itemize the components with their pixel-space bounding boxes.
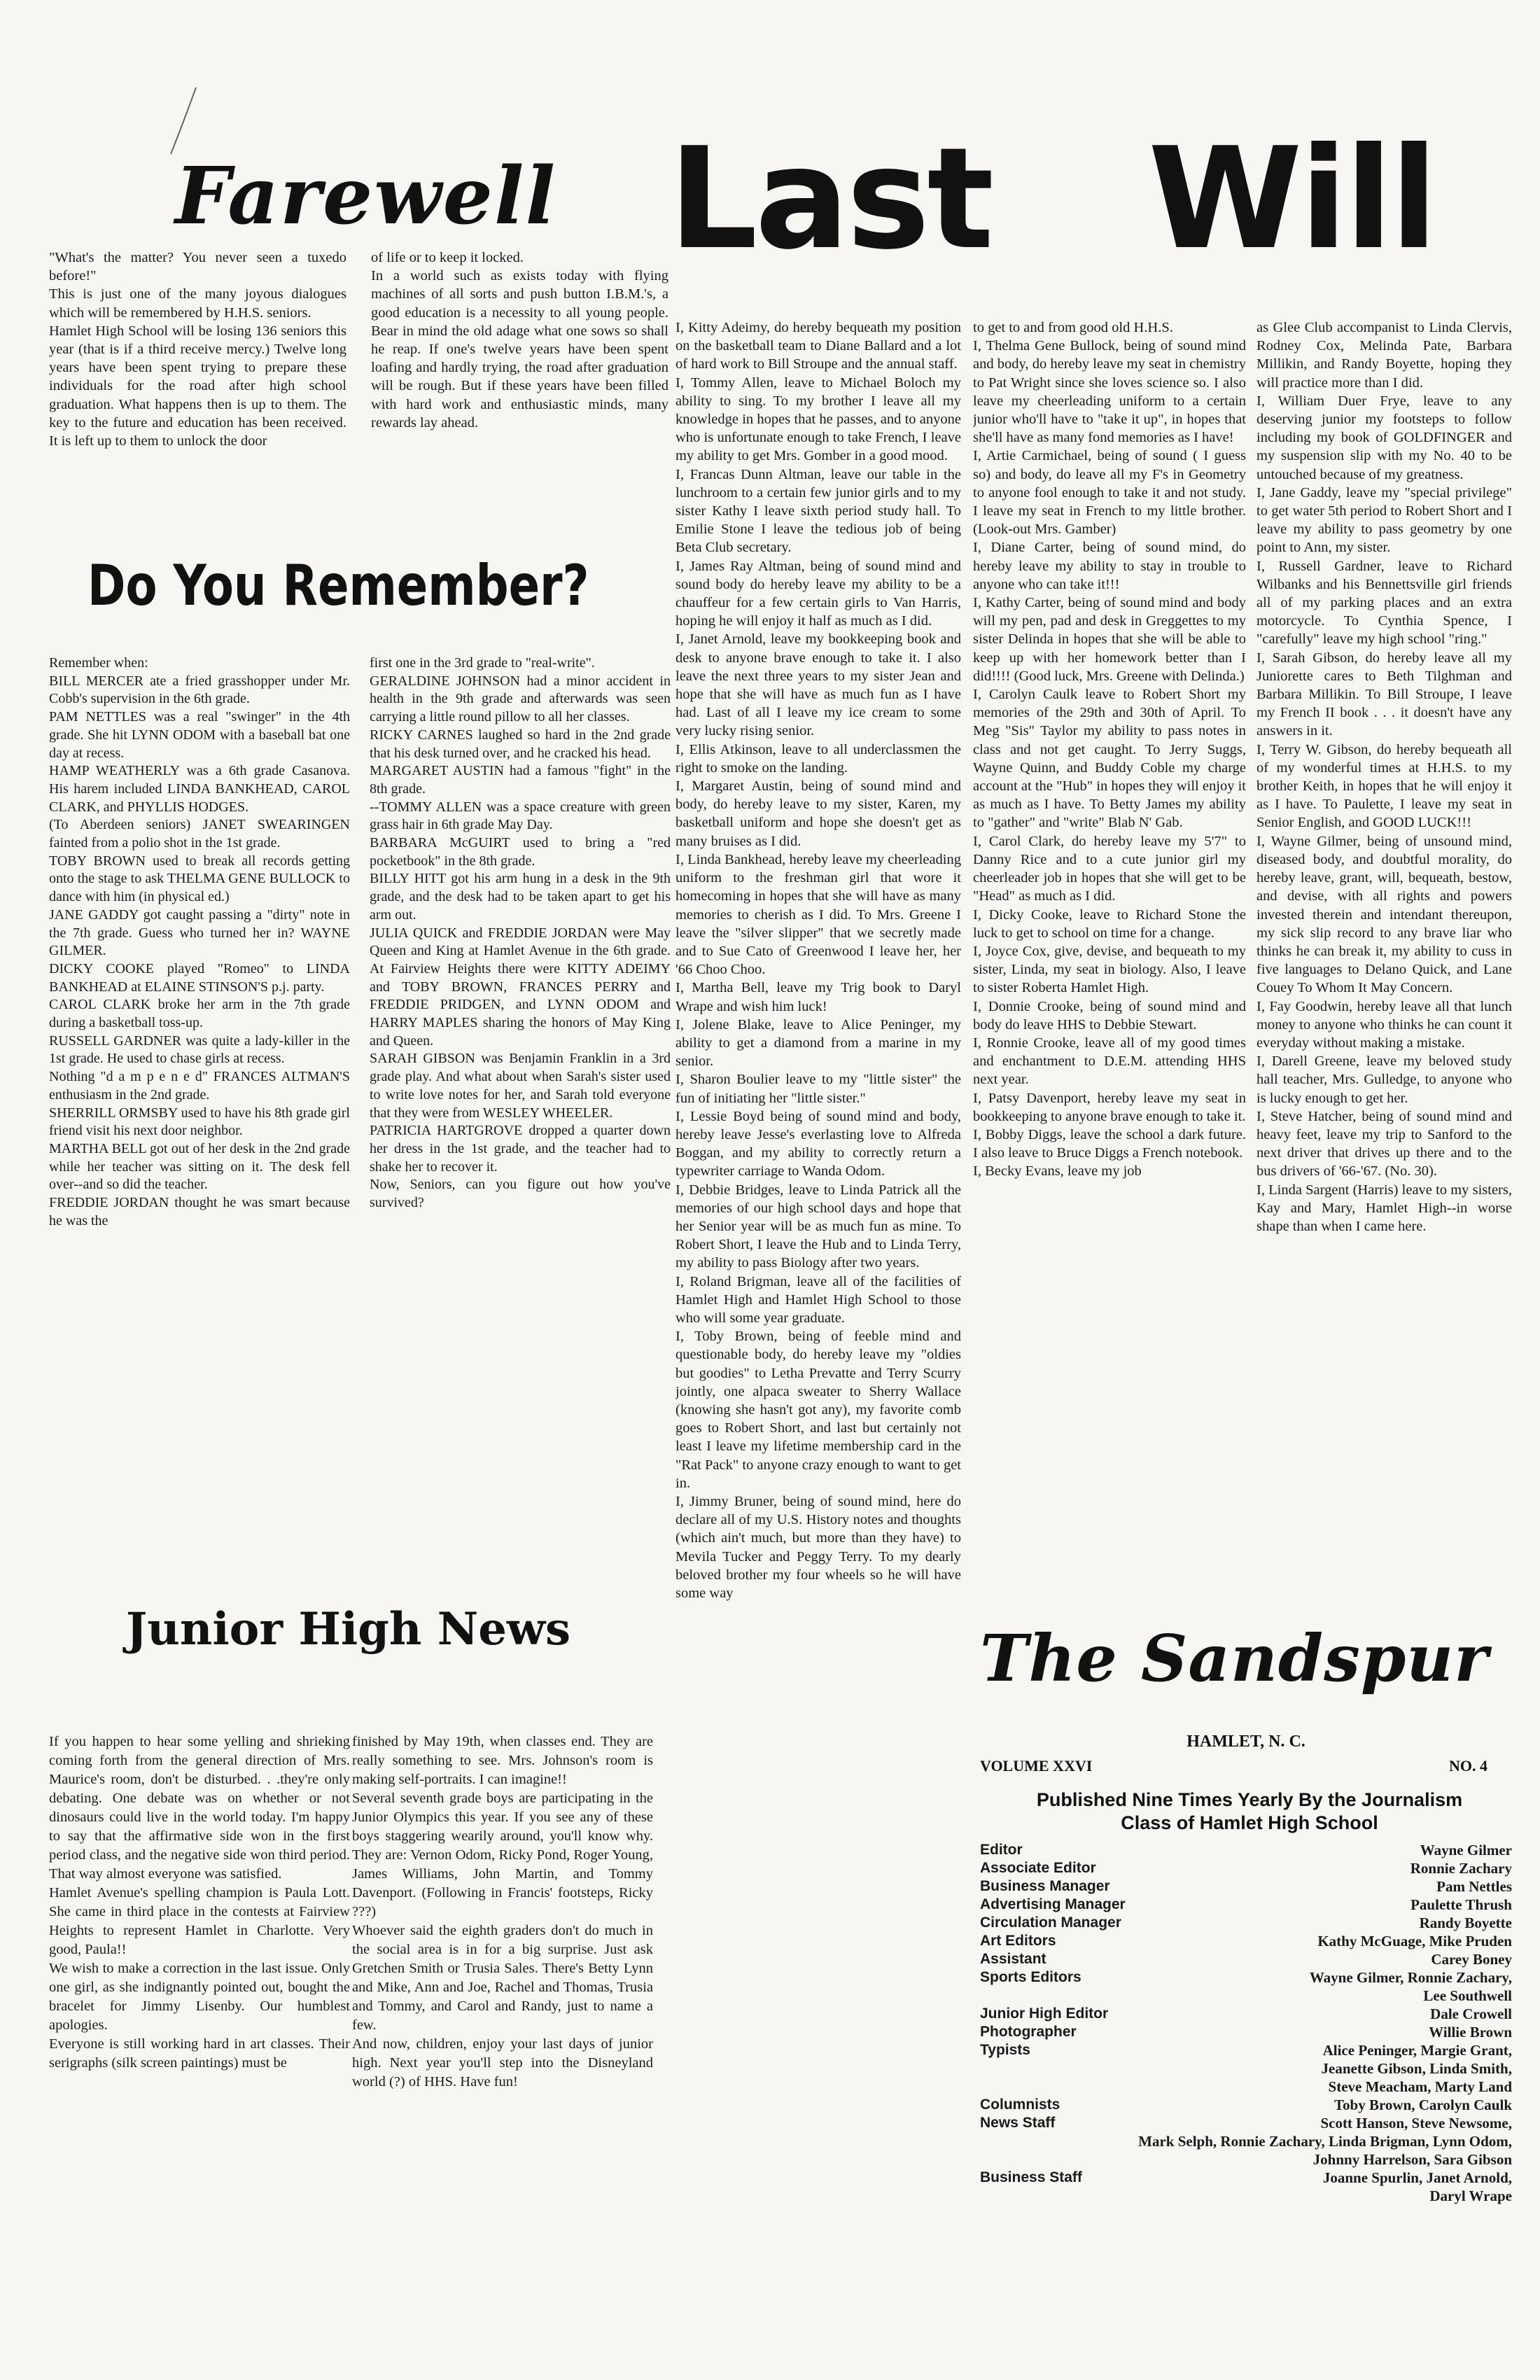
- staff-row: [980, 1950, 1512, 1968]
- staff-names: Joanne Spurlin, Janet Arnold,: [1322, 2169, 1512, 2186]
- staff-role: Advertising Manager: [980, 1896, 1126, 1912]
- staff-row: [980, 1932, 1512, 1950]
- staff-names: Alice Peninger, Margie Grant,: [1322, 2042, 1512, 2059]
- farewell-column-2: [371, 248, 668, 486]
- staff-row: [980, 2078, 1512, 2096]
- staff-names: Daryl Wrape: [1429, 2188, 1512, 2204]
- staff-names: Kathy McGuage, Mike Pruden: [1317, 1933, 1512, 1949]
- masthead-city: HAMLET, N. C.: [1186, 1732, 1306, 1751]
- staff-row: [980, 1914, 1512, 1932]
- staff-names: Toby Brown, Carolyn Caulk: [1334, 2096, 1512, 2113]
- staff-row: [980, 2096, 1512, 2114]
- staff-names: Dale Crowell: [1430, 2005, 1512, 2022]
- staff-row: [980, 1968, 1512, 1987]
- staff-names: Paulette Thrush: [1410, 1896, 1512, 1913]
- last-will-headline-last: Last: [668, 118, 992, 281]
- staff-role: Business Staff: [980, 2169, 1082, 2185]
- staff-names: Ronnie Zachary: [1410, 1860, 1512, 1877]
- staff-row: [980, 1859, 1512, 1877]
- staff-names: Mark Selph, Ronnie Zachary, Linda Brigman, Lynn Odom,: [1138, 2133, 1512, 2150]
- staff-row: [980, 1987, 1512, 2005]
- staff-names: Jeanette Gibson, Linda Smith,: [1321, 2060, 1512, 2077]
- staff-row: [980, 2059, 1512, 2078]
- staff-row: [980, 2187, 1512, 2205]
- staff-names: Steve Meacham, Marty Land: [1328, 2078, 1512, 2095]
- staff-role: Editor: [980, 1842, 1023, 1858]
- farewell-column-1: [49, 248, 346, 486]
- staff-names: Johnny Harrelson, Sara Gibson: [1312, 2151, 1512, 2168]
- staff-row: [980, 2169, 1512, 2187]
- masthead-published: Published Nine Times Yearly By the Journalism Class of Hamlet High School: [1036, 1789, 1463, 1833]
- staff-names: Randy Boyette: [1419, 1914, 1512, 1931]
- last-will-column-2: [973, 318, 1246, 1614]
- last-will-text-1: I, Kitty Adeimy, do hereby bequeath my position on the basketball team to Diane Ballard and a lot of hard work to Bill Stroupe and the annual staff. I, Tommy Allen, leave to Michael Boloch my ability to sing. To my brother I leave all my knowledge in hopes that he passes, and to anyone who is unfortunate enough to take French, I leave my ability to get Mrs. Gomber in a good mood. I, Francas Dunn Altman, leave our table in the lunchroom to a certain few junior girls and to my sister Kathy I leave sixth period study hall. To Emilie Stone I leave the tedious job of being Beta Club secretary. I, James Ray Altman, being of sound mind and sound body do hereby leave my ability to be a chauffeur for a few certain girls to Van Harris, hoping he will enjoy it half as much as I did. I, Janet Arnold, leave my bookkeeping book and desk to anyone brave enough to take it. I also leave the next three years to my sister Jean and hope that she will have as much fun as I have had. Last of all I leave my ice cream to some very lucky rising senior. I, Ellis Atkinson, leave to all underclassmen the right to smoke on the landing. I, Margaret Austin, being of sound mind and body, do hereby leave to my sister, Karen, my basketball uniform and hope she doesn't get as many bruises as I did. I, Linda Bankhead, hereby leave my cheerleading uniform to the freshman girl that wore it homecoming in hopes that she will have as many memories to cherish as I did. To Mrs. Greene I leave the "silver slipper" that we secretly made and to Sue Cato of Greenwood I leave her, her '66 Choo Choo. I, Martha Bell, leave my Trig book to Daryl Wrape and wish him luck! I, Jolene Blake, leave to Alice Peninger, my ability to get a diamond from a marine in my senior. I, Sharon Boulier leave to my "little sister" the fun of initiating her "little sister." I, Lessie Boyd being of sound mind and body, hereby leave Jesse's everlasting love to Alfreda Boggan, and my ability to correctly return a typewriter carriage to Wanda Odom. I, Debbie Bridges, leave to Linda Patrick all the memories of our high school days and hope that her Senior year will be as much fun as mine. To Robert Short, I leave the Hub and to Linda Terry, my ability to pass Biology after two years. I, Roland Brigman, leave all of the facilities of Hamlet High and Hamlet High School to those who will some year graduate. I, Toby Brown, being of feeble mind and questionable body, do hereby leave my "oldies but goodies" to Letha Prevatte and Terry Scurry jointly, one alpaca sweater to Sherry Wallace (knowing she hasn't got any), my favorite comb goes to Robert Short, and last but certainly not least I leave my lifetime membership card in the "Rat Pack" to anyone crazy enough to want to get in. I, Jimmy Bruner, being of sound mind, here do declare all of my U.S. History notes and thoughts (which ain't much, but more than they have) to Mevila Tucker and Peggy Terry. To my dearly beloved brother my four wheels so he will have some way: [676, 320, 961, 1602]
- masthead-title: The Sandspur: [980, 1620, 1489, 1696]
- staff-names: Wayne Gilmer: [1420, 1842, 1512, 1858]
- staff-row: [980, 2132, 1512, 2150]
- staff-role: Circulation Manager: [980, 1914, 1121, 1931]
- staff-row: [980, 2023, 1512, 2041]
- staff-names: Wayne Gilmer, Ronnie Zachary,: [1309, 1969, 1512, 1986]
- last-will-column-1: [676, 318, 961, 2348]
- pencil-mark: [161, 84, 203, 161]
- staff-names: Scott Hanson, Steve Newsome,: [1320, 2115, 1512, 2132]
- farewell-headline: Farewell: [175, 150, 556, 242]
- staff-row: [980, 1896, 1512, 1914]
- staff-role: Typists: [980, 2042, 1030, 2058]
- last-will-text-2: to get to and from good old H.H.S. I, Thelma Gene Bullock, being of sound mind and body, do hereby leave my seat in chemistry to Pat Wright since she loves science so. I also leave my cheerleading uniform to a certain junior who'll have to "take it up", in hopes that she'll have as many fond memories as I have! I, Artie Carmichael, being of sound ( I guess so) and body, do leave all my F's in Geometry to anyone fool enough to take it and not study. I leave my seat in French to my little brother. (Look-out Mrs. Gamber) I, Diane Carter, being of sound mind, do hereby leave my ability to stay in trouble to anyone who can take it!!! I, Kathy Carter, being of sound mind and body will my pen, pad and desk in Greggettes to my sister Delinda in hopes that she will be able to keep up with her homework better than I did!!!! (Good luck, Mrs. Greene with Delinda.) I, Carolyn Caulk leave to Robert Short my memories of the 29th and 30th of April. To Meg "Sis" Taylor my ability to pass notes in class and not get caught. To Jerry Suggs, Wayne Quinn, and Buddy Coble my charge account at the "Hub" in hopes they will enjoy it as much as I have. To Betty James my ability to "gather" and "write" Blab N' Gab. I, Carol Clark, do hereby leave my 5'7" to Danny Rice and to a cute junior girl my cheerleader job in hopes that she will get to be "Head" as much as I did. I, Dicky Cooke, leave to Richard Stone the luck to get to school on time for a change. I, Joyce Cox, give, devise, and bequeath to my sister, Linda, my seat in biology. Also, I leave to sister Roberta Hamlet High. I, Donnie Crooke, being of sound mind and body do leave HHS to Debbie Stewart. I, Ronnie Crooke, leave all of my good times and enchantment to D.E.M. attending HHS next year. I, Patsy Davenport, hereby leave my seat in bookkeeping to anyone brave enough to take it. I, Bobby Diggs, leave the school a dark future. I also leave to Bruce Diggs a French notebook. I, Becky Evans, leave my job: [973, 320, 1246, 1180]
- staff-role: Photographer: [980, 2024, 1077, 2040]
- staff-role: News Staff: [980, 2115, 1056, 2131]
- staff-row: [980, 2005, 1512, 2023]
- junior-high-headline: Junior High News: [126, 1603, 571, 1656]
- staff-row: [980, 2041, 1512, 2059]
- masthead-staff-list: [980, 1841, 1512, 2205]
- staff-row: [980, 2114, 1512, 2132]
- staff-names: Lee Southwell: [1423, 1987, 1512, 2004]
- staff-role: Columnists: [980, 2096, 1060, 2113]
- remember-column-2: [370, 654, 671, 1494]
- junior-high-text-2: finished by May 19th, when classes end. They are really something to see. Mrs. Johnson's room is making self-portraits. I can imagine!! Several seventh grade boys are participating in the Junior Olympics this year. If you see any of these boys staggering wearily around, you'll know why. They are: Vernon Odom, Ricky Pond, Roger Young, James Williams, John Martin, and Tommy Davenport. (Following in Francis' footsteps, Ricky ???) Whoever said the eighth graders don't do much in the social area is in for a big surprise. Just ask Gretchen Smith or Trusia Sales. There's Betty Lynn and Mike, Ann and Joe, Rachel and Thomas, Trusia and Tommy, and Carol and Randy, just to name a few. And now, children, enjoy your last days of junior high. Next year you'll step into the Disneyland world (?) of HHS. Have fun!: [352, 1734, 653, 2090]
- staff-role: Business Manager: [980, 1878, 1110, 1894]
- staff-role: Junior High Editor: [980, 2005, 1109, 2022]
- staff-role: Art Editors: [980, 1933, 1056, 1949]
- staff-role: Assistant: [980, 1951, 1046, 1967]
- junior-high-column-2: [352, 1732, 653, 2348]
- junior-high-text-1: If you happen to hear some yelling and shrieking coming forth from the general direction of Mrs. Maurice's room, don't be disturbed. . .they're only debating. One debate was on whether or not dinosaurs could live in the world today. I'm happy to say that the affirmative side won in the first period class, and the negative side won third period. That way almost everyone was satisfied. Hamlet Avenue's spelling champion is Paula Lott. She came in third place in the contests at Fairview Heights to represent Hamlet in Charlotte. Very good, Paula!! We wish to make a correction in the last issue. Only one girl, as she indignantly pointed out, bought the bracelet for Jimmy Lisenby. Our humblest apologies. Everyone is still working hard in art classes. Their serigraphs (silk screen paintings) must be: [49, 1734, 350, 2071]
- farewell-text-2: of life or to keep it locked. In a world such as exists today with flying machines of all sorts and push button I.B.M.'s, a good education is a necessity to all young people. Bear in mind the old adage what one sows so shall he reap. If one's twelve years have been spent loafing and hardly trying, the road after graduation will be rough. But if these years have been filled with hard work and enthusiastic minds, many rewards lay ahead.: [371, 250, 668, 430]
- staff-row: [980, 1841, 1512, 1859]
- masthead-number: NO. 4: [1449, 1757, 1488, 1774]
- staff-row: [980, 2150, 1512, 2169]
- staff-role: Sports Editors: [980, 1969, 1082, 1985]
- staff-role: Associate Editor: [980, 1860, 1096, 1876]
- last-will-headline-will: Will: [1148, 118, 1436, 281]
- staff-names: Carey Boney: [1431, 1951, 1512, 1968]
- last-will-column-3: [1256, 318, 1512, 1614]
- staff-row: [980, 1877, 1512, 1896]
- staff-names: Willie Brown: [1429, 2024, 1512, 2040]
- remember-text-2: first one in the 3rd grade to "real-write". GERALDINE JOHNSON had a minor accident in health in the 9th grade and afterwards was seen carrying a little round pillow to all her classes. RICKY CARNES laughed so hard in the 2nd grade that his desk turned over, and he cracked his head. MARGARET AUSTIN had a famous "fight" in the 8th grade. --TOMMY ALLEN was a space creature with green grass hair in 6th grade May Day. BARBARA McGUIRT used to bring a "red pocketbook" in the 8th grade. BILLY HITT got his arm hung in a desk in the 9th grade, and the desk had to be taken apart to get his arm out. JULIA QUICK and FREDDIE JORDAN were May Queen and King at Hamlet Avenue in the 6th grade. At Fairview Heights there were KITTY ADEIMY and TOBY BROWN, FRANCES PERRY and FREDDIE PRIDGEN, and LYNN ODOM and HARRY MAPLES sharing the honors of May King and Queen. SARAH GIBSON was Benjamin Franklin in a 3rd grade play. And what about when Sarah's sister used to write love notes for her, and Sarah told everyone that they were from WESLEY WHEELER. PATRICIA HARTGROVE dropped a quarter down her dress in the 1st grade, and the teacher had to shake her to recover it. Now, Seniors, can you figure out how you've survived?: [370, 655, 671, 1211]
- last-will-text-3: as Glee Club accompanist to Linda Clervis, Rodney Cox, Melinda Pate, Barbara Millikin, and Randy Boyette, hoping they will practice more than I did. I, William Duer Frye, leave to any deserving junior my footsteps to follow including my book of GOLDFINGER and my suspension slip with my No. 40 to be untouched because of my greatness. I, Jane Gaddy, leave my "special privilege" to get water 5th period to Robert Short and I leave my ability to pass geometry by one point to Ann, my sister. I, Russell Gardner, leave to Richard Wilbanks and his Bennettsville girl friends all of my parking places and an extra motorcycle. To Cynthia Spence, I "carefully" leave my high school "ring." I, Sarah Gibson, do hereby leave all my Juniorette cares to Beth Tilghman and Barbara Millikin. To Bill Stroupe, I leave my French II book . . . it doesn't have any answers in it. I, Terry W. Gibson, do hereby bequeath all of my wonderful times at H.H.S. to my brother Keith, in hopes that he will enjoy it as I have. To Paulette, I leave my seat in Senior English, and GOOD LUCK!!! I, Wayne Gilmer, being of unsound mind, diseased body, and doubtful morality, do hereby leave, grant, will, bequeath, bestow, and devise, with all rights and powers invested therein and intendant thereupon, my sick slip record to any brave liar who thinks he can break it, my ability to cuss in five languages to Delano Quick, and Lane Couey To Whom It May Concern. I, Fay Goodwin, hereby leave all that lunch money to anyone who thinks he can count it everyday without making a mistake. I, Darell Greene, leave my beloved study hall teacher, Mrs. Gulledge, to anyone who is lucky enough to get her. I, Steve Hatcher, being of sound mind and heavy feet, leave my trip to Sanford to the next driver that drives up there and to the bus drivers of '66-'67. (No. 30). I, Linda Sargent (Harris) leave to my sisters, Kay and Mary, Hamlet High--in worse shape than when I came here.: [1256, 320, 1512, 1234]
- staff-names: Pam Nettles: [1436, 1878, 1512, 1895]
- remember-headline: Do You Remember?: [88, 553, 589, 618]
- remember-text-1: Remember when: BILL MERCER ate a fried grasshopper under Mr. Cobb's supervision in the 6th grade. PAM NETTLES was a real "swinger" in the 4th grade. She hit LYNN ODOM with a baseball bat one day at recess. HAMP WEATHERLY was a 6th grade Casanova. His harem included LINDA BANKHEAD, CAROL CLARK, and PHYLLIS HODGES. (To Aberdeen seniors) JANET SWEARINGEN fainted from a polio shot in the 1st grade. TOBY BROWN used to break all records getting onto the stage to ask THELMA GENE BULLOCK to dance with him (in physical ed.) JANE GADDY got caught passing a "dirty" note in the 7th grade. Guess who turned her in? WAYNE GILMER. DICKY COOKE played "Romeo" to LINDA BANKHEAD at ELAINE STINSON'S p.j. party. CAROL CLARK broke her arm in the 7th grade during a basketball toss-up. RUSSELL GARDNER was quite a lady-killer in the 1st grade. He used to chase girls at recess. Nothing "d a m p e n e d" FRANCES ALTMAN'S enthusiasm in the 2nd grade. SHERRILL ORMSBY used to have his 8th grade girl friend visit his next door neighbor. MARTHA BELL got out of her desk in the 2nd grade while her teacher was sitting on it. The desk fell over--and so did the teacher. FREDDIE JORDAN thought he was smart because he was the: [49, 655, 350, 1228]
- remember-column-1: [49, 654, 350, 1494]
- junior-high-column-1: [49, 1732, 350, 2348]
- farewell-text-1: "What's the matter? You never seen a tuxedo before!" This is just one of the many joyous dialogues which will be remembered by H.H.S. seniors. Hamlet High School will be losing 136 seniors this year (that is if a third receive mercy.) Twelve long years have been spent trying to prepare these individuals for the road after high school graduation. What happens then is up to them. The key to the future and education has been received. It is left up to them to unlock the door: [49, 250, 346, 449]
- masthead-volume: VOLUME XXVI: [980, 1757, 1093, 1774]
